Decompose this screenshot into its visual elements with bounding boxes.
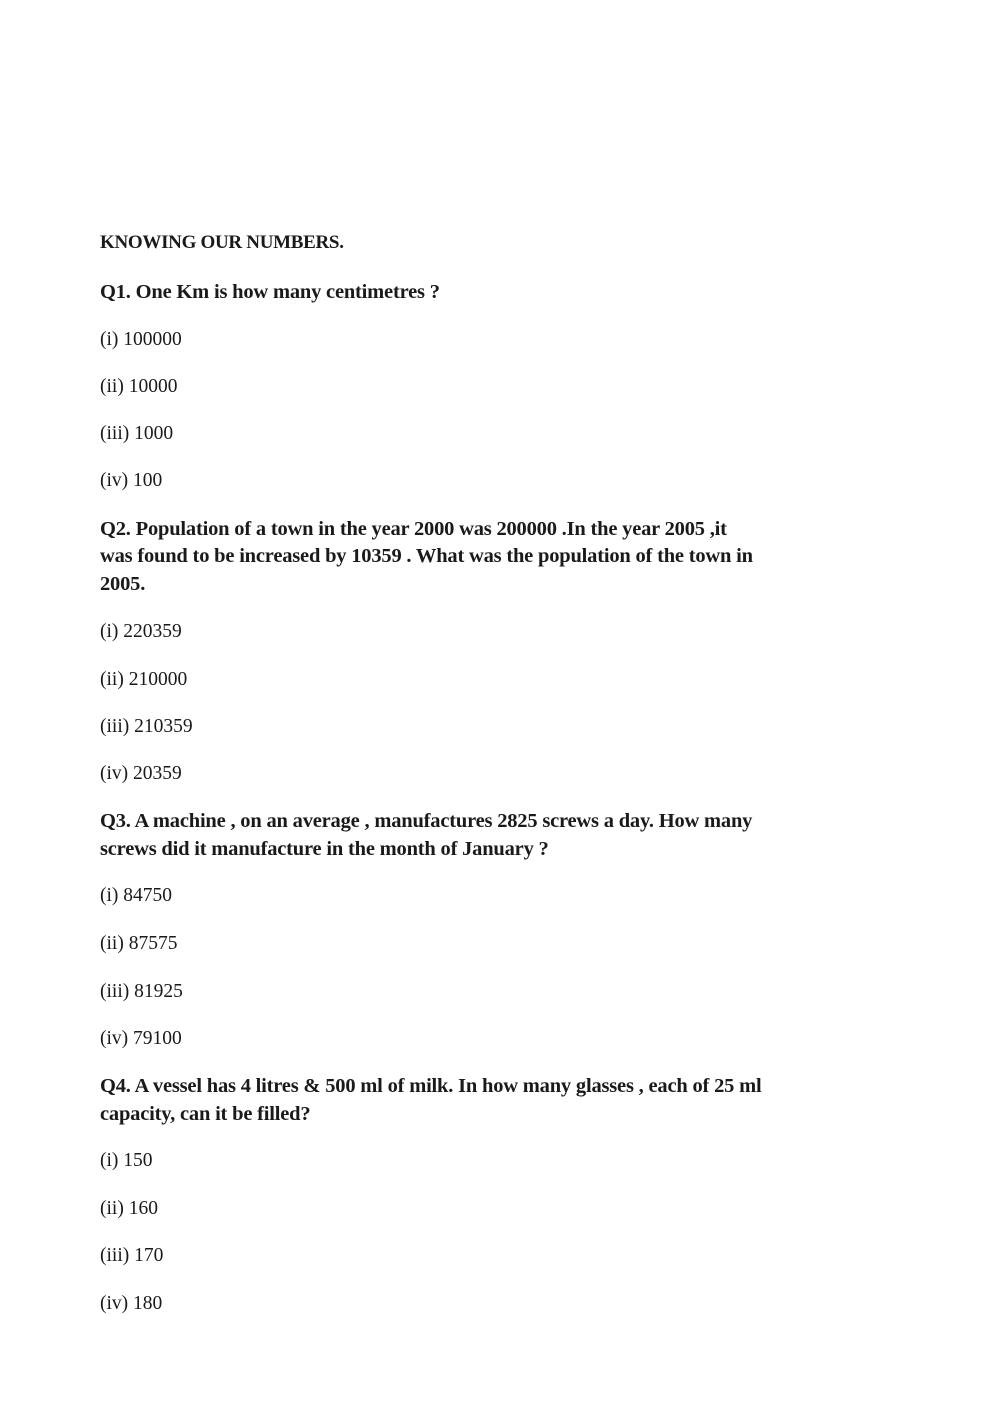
q4-option-3: (iii) 170	[100, 1245, 164, 1266]
q4-option-2: (ii) 160	[100, 1198, 158, 1219]
q2-option-1: (i) 220359	[100, 621, 182, 642]
question-3-text-line-2: screws did it manufacture in the month of January ?	[100, 838, 549, 860]
question-2-text-line-2: was found to be increased by 10359 . What was the population of the town in	[100, 545, 753, 567]
q1-option-3: (iii) 1000	[100, 423, 174, 444]
q1-option-4: (iv) 100	[100, 470, 163, 491]
q2-option-4: (iv) 20359	[100, 763, 182, 784]
q2-option-2: (ii) 210000	[100, 669, 188, 690]
question-2-text-line-1: Q2. Population of a town in the year 2000 was 200000 .In the year 2005 ,it	[100, 518, 727, 540]
q3-option-4: (iv) 79100	[100, 1028, 182, 1049]
worksheet-title: KNOWING OUR NUMBERS.	[100, 232, 344, 253]
question-4-text-line-1: Q4. A vessel has 4 litres & 500 ml of milk. In how many glasses , each of 25 ml	[100, 1075, 762, 1097]
q3-option-1: (i) 84750	[100, 885, 173, 906]
question-3-text-line-1: Q3. A machine , on an average , manufactures 2825 screws a day. How many	[100, 810, 753, 832]
question-2-text-line-3: 2005.	[100, 573, 146, 595]
q4-option-1: (i) 150	[100, 1150, 153, 1171]
q2-option-3: (iii) 210359	[100, 716, 193, 737]
question-4-text-line-2: capacity, can it be filled?	[100, 1103, 311, 1125]
q3-option-2: (ii) 87575	[100, 933, 178, 954]
question-1-text: Q1. One Km is how many centimetres ?	[100, 281, 440, 303]
q4-option-4: (iv) 180	[100, 1293, 163, 1314]
q3-option-3: (iii) 81925	[100, 981, 183, 1002]
q1-option-2: (ii) 10000	[100, 376, 178, 397]
q1-option-1: (i) 100000	[100, 329, 182, 350]
